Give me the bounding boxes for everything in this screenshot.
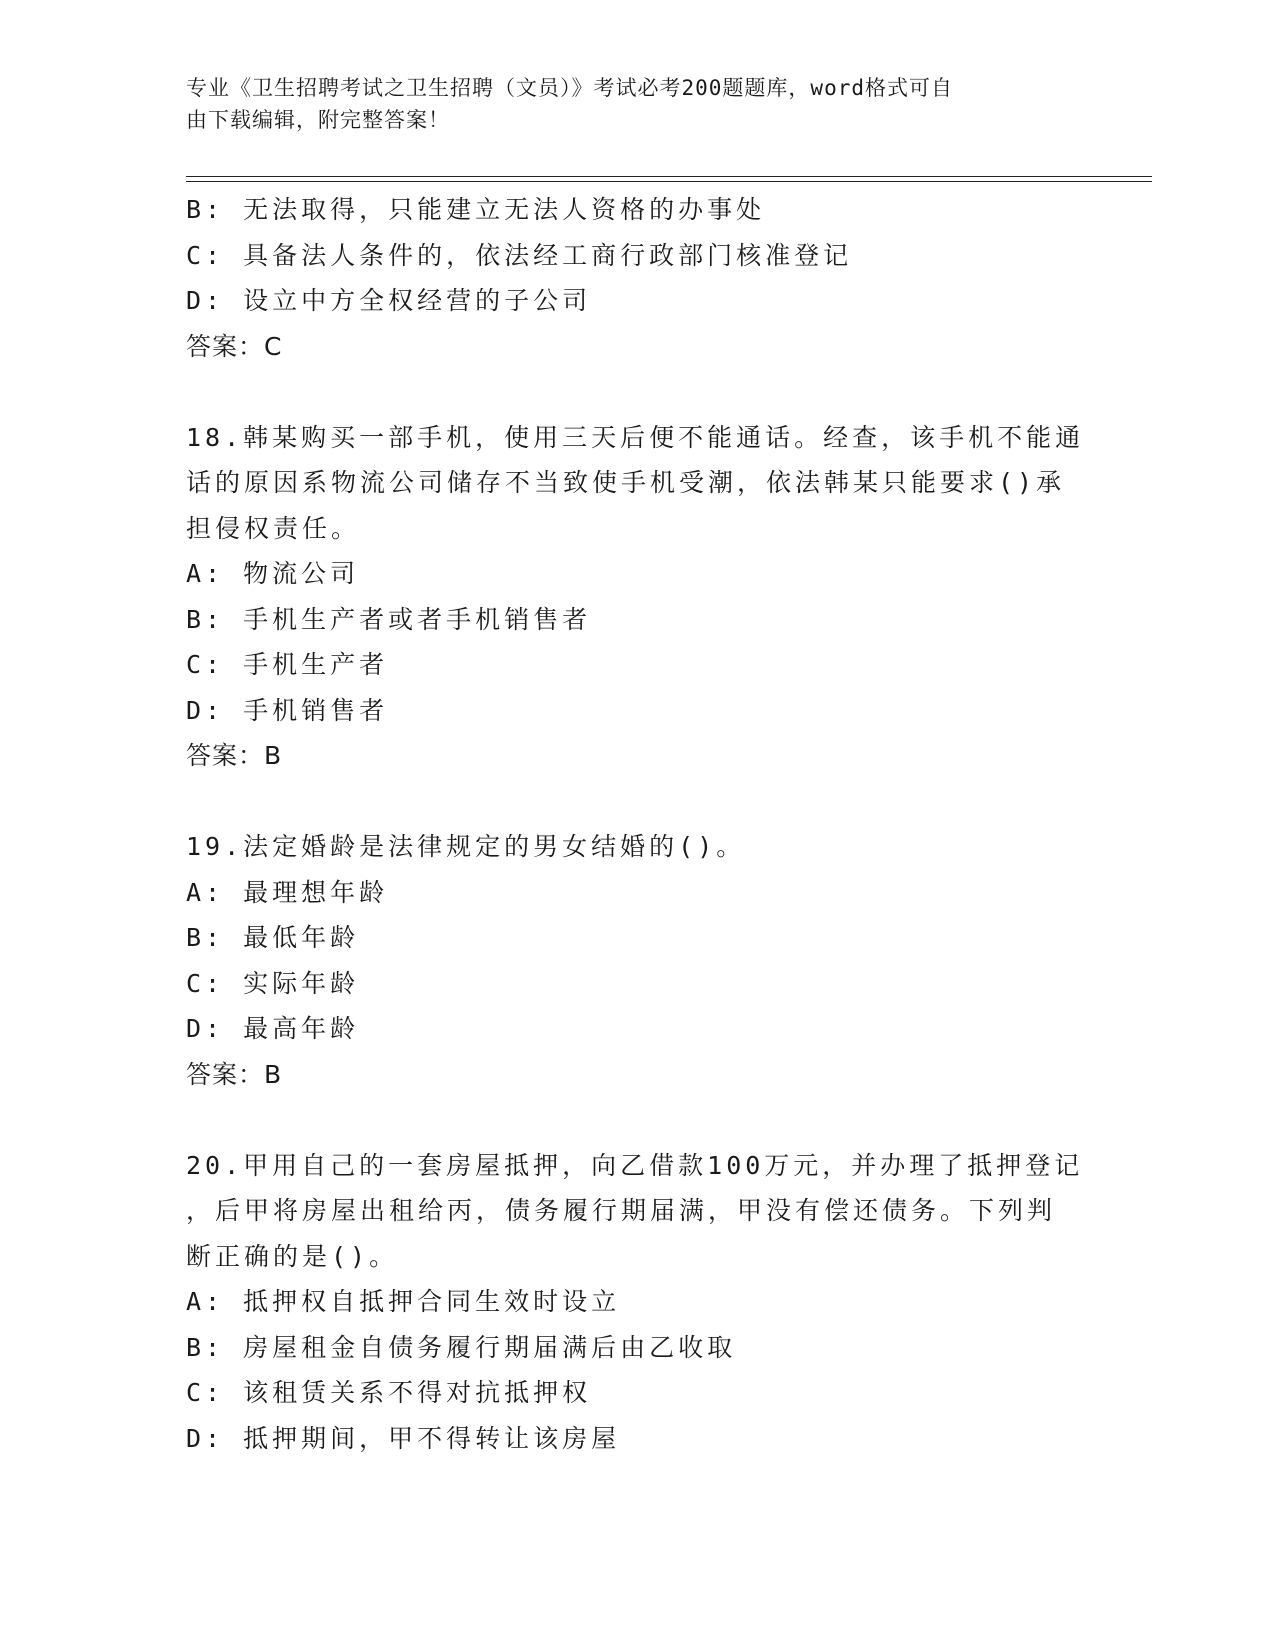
option-c: C: 该租赁关系不得对抗抵押权 <box>186 1378 592 1407</box>
header-line-2: 由下载编辑，附完整答案！ <box>186 108 450 132</box>
header-divider-top <box>186 176 1152 177</box>
document-header <box>186 72 1086 136</box>
header-line-1: 专业《卫生招聘考试之卫生招聘（文员）》考试必考200题题库，word格式可自 <box>186 76 953 100</box>
spacer <box>186 1097 1086 1143</box>
option-a: A: 物流公司 <box>186 559 360 588</box>
stem-line: 话的原因系物流公司储存不当致使手机受潮，依法韩某只能要求()承 <box>186 468 1066 497</box>
stem-line: ，后甲将房屋出租给丙，债务履行期届满，甲没有偿还债务。下列判 <box>186 1196 1057 1225</box>
answer-line: 答案：B <box>186 1059 283 1089</box>
question-18 <box>186 415 1086 779</box>
question-stem <box>186 1143 1086 1280</box>
option-c: C: 实际年龄 <box>186 968 360 998</box>
header-divider-bottom <box>186 181 1152 182</box>
option-b: B: 无法取得，只能建立无法人资格的办事处 <box>186 195 766 224</box>
option-a: A: 最理想年龄 <box>186 877 389 907</box>
stem-line: 18.韩某购买一部手机，使用三天后便不能通话。经查，该手机不能通 <box>186 422 1085 452</box>
option-b: B: 最低年龄 <box>186 923 360 952</box>
option-c: C: 具备法人条件的，依法经工商行政部门核准登记 <box>186 240 853 270</box>
option-c: C: 手机生产者 <box>186 650 389 679</box>
stem-line: 19.法定婚龄是法律规定的男女结婚的()。 <box>186 832 746 861</box>
answer-line: 答案：C <box>186 331 283 361</box>
spacer <box>186 779 1086 825</box>
question-17-continuation <box>186 187 1086 369</box>
stem-line: 担侵权责任。 <box>186 513 361 543</box>
spacer <box>186 369 1086 415</box>
stem-line: 断正确的是()。 <box>186 1241 399 1271</box>
question-list <box>186 187 1086 1461</box>
question-stem <box>186 824 1086 870</box>
question-stem <box>186 415 1086 552</box>
stem-line: 20.甲用自己的一套房屋抵押，向乙借款100万元，并办理了抵押登记 <box>186 1150 1084 1180</box>
answer-line: 答案：B <box>186 741 283 770</box>
option-d: D: 最高年龄 <box>186 1014 360 1043</box>
option-d: D: 设立中方全权经营的子公司 <box>186 286 592 315</box>
option-b: B: 手机生产者或者手机销售者 <box>186 604 592 634</box>
question-19 <box>186 824 1086 1097</box>
option-b: B: 房屋租金自债务履行期届满后由乙收取 <box>186 1332 737 1362</box>
option-d: D: 手机销售者 <box>186 695 389 725</box>
question-20 <box>186 1143 1086 1462</box>
option-d: D: 抵押期间，甲不得转让该房屋 <box>186 1423 621 1453</box>
option-a: A: 抵押权自抵押合同生效时设立 <box>186 1287 621 1316</box>
